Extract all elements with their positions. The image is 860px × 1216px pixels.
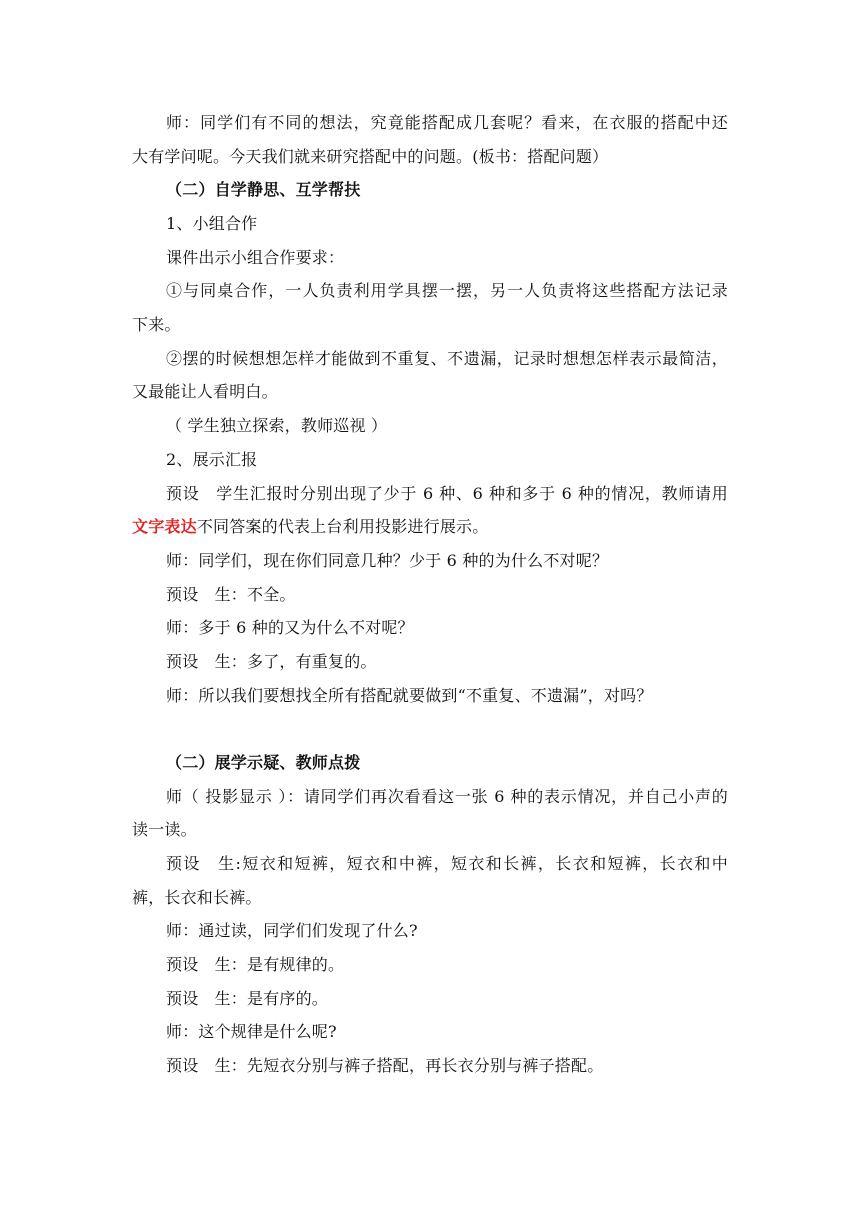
paragraph-line: 预设 学生汇报时分别出现了少于 6 种、6 种和多于 6 种的情况，教师请用 — [166, 484, 728, 503]
section-heading: （二）展学示疑、教师点拨 — [166, 753, 361, 772]
paragraph-line: 师：这个规律是什么呢? — [166, 1022, 337, 1041]
paragraph-line: 师：多于 6 种的又为什么不对呢？ — [166, 618, 414, 637]
paragraph-line: 师：通过读，同学们们发现了什么? — [166, 921, 418, 940]
paragraph-line: 课件出示小组合作要求： — [166, 248, 345, 267]
paragraph-line: 1、小组合作 — [166, 214, 258, 233]
paragraph-line: 读一读。 — [132, 820, 197, 839]
paragraph-line: 预设 生：是有序的。 — [166, 989, 329, 1008]
paragraph-line: 预设 生:短衣和短裤，短衣和中裤，短衣和长裤，长衣和短裤，长衣和中 — [166, 854, 728, 873]
paragraph-line: 文字表达不同答案的代表上台利用投影进行展示。 — [132, 517, 489, 536]
paragraph-line: 大有学问呢。今天我们就来研究搭配中的问题。(板书：搭配问题） — [132, 147, 609, 166]
paragraph-line: 预设 生：是有规律的。 — [166, 955, 345, 974]
paragraph-line: 师：同学们有不同的想法，究竟能搭配成几套呢？看来，在衣服的搭配中还 — [166, 113, 728, 132]
highlighted-text: 文字表达 — [132, 517, 197, 536]
paragraph-line: 下来。 — [132, 315, 181, 334]
paragraph-line: 预设 生：先短衣分别与裤子搭配，再长衣分别与裤子搭配。 — [166, 1056, 604, 1075]
paragraph-line: （ 学生独立探索，教师巡视 ） — [166, 416, 388, 435]
paragraph-line: 师（ 投影显示 ）：请同学们再次看看这一张 6 种的表示情况，并自己小声的 — [166, 787, 728, 806]
paragraph-line: 2、展示汇报 — [166, 450, 258, 469]
paragraph-line: 师：同学们，现在你们同意几种？少于 6 种的为什么不对呢？ — [166, 551, 609, 570]
section-heading: （二）自学静思、互学帮扶 — [166, 180, 361, 199]
paragraph-line: 又最能让人看明白。 — [132, 382, 278, 401]
paragraph-line: 师：所以我们要想找全所有搭配就要做到“不重复、不遗漏”，对吗？ — [166, 686, 653, 705]
paragraph-line: ②摆的时候想想怎样才能做到不重复、不遗漏，记录时想想怎样表示最简洁， — [166, 349, 728, 368]
paragraph-line: 裤，长衣和长裤。 — [132, 888, 262, 907]
paragraph-line: 预设 生：不全。 — [166, 585, 296, 604]
paragraph-line: ①与同桌合作，一人负责利用学具摆一摆，另一人负责将这些搭配方法记录 — [166, 281, 728, 300]
paragraph-line: 预设 生：多了，有重复的。 — [166, 652, 377, 671]
